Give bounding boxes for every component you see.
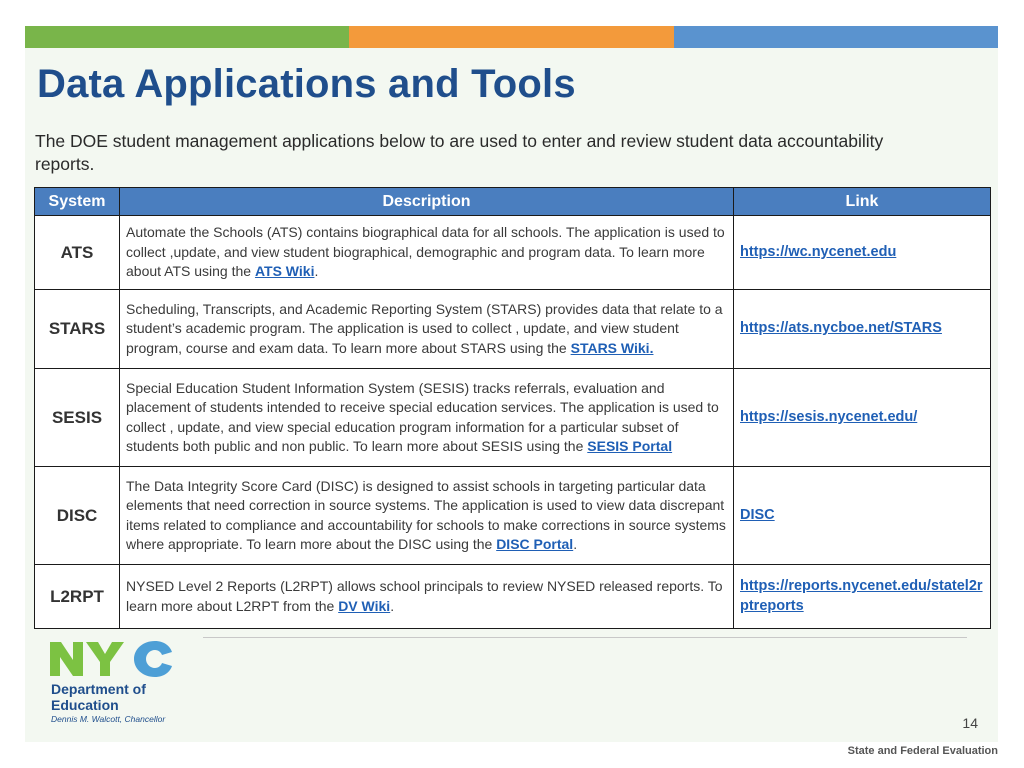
- disc-url-link[interactable]: DISC: [740, 506, 775, 523]
- department-name: [51, 681, 146, 713]
- link-cell: [734, 369, 991, 467]
- description-cell: [120, 290, 734, 369]
- description-suffix: .: [314, 263, 319, 280]
- nyc-doe-logo: [48, 638, 178, 680]
- system-cell: ATS: [35, 216, 120, 290]
- dv-wiki-link[interactable]: DV Wiki: [338, 597, 391, 614]
- green-bar: [25, 26, 349, 48]
- description-text: Automate the Schools (ATS) contains biographical data for all schools. The application is used to collect ,update, and view student biographical, demographic and program data. To learn more about ATS using the: [126, 224, 725, 280]
- table-row: [35, 216, 991, 290]
- system-cell: SESIS: [35, 369, 120, 467]
- ats-wiki-link[interactable]: ATS Wiki: [254, 263, 315, 280]
- system-cell: STARS: [35, 290, 120, 369]
- description-text: Special Education Student Information System (SESIS) tracks referrals, evaluation and placement of students intended to receive special education services. The application is used to collect , update, and view special education program information for a particular subset of students both public and non public. To learn more about SESIS using the: [126, 379, 719, 454]
- table-header-row: [35, 188, 991, 216]
- link-cell: [734, 290, 991, 369]
- table-row: [35, 565, 991, 629]
- table-row: [35, 369, 991, 467]
- dept-line-1: Department of: [51, 681, 146, 697]
- table-row: [35, 290, 991, 369]
- slide: [25, 26, 998, 742]
- description-text: The Data Integrity Score Card (DISC) is designed to assist schools in targeting particular data elements that need correction in source systems. The application is used to view data discrepant items related to compliance and accountability for schools to make corrections in source systems where appropriate. To learn more about the DISC using the: [126, 477, 726, 552]
- system-cell: L2RPT: [35, 565, 120, 629]
- header-link: Link: [734, 188, 991, 216]
- footer-divider: [203, 637, 967, 638]
- stars-wiki-link[interactable]: STARS Wiki.: [570, 339, 654, 356]
- header-system: System: [35, 188, 120, 216]
- description-cell: [120, 369, 734, 467]
- description-text: NYSED Level 2 Reports (L2RPT) allows school principals to review NYSED released reports. To learn more about L2RPT from the: [126, 578, 723, 614]
- description-cell: [120, 216, 734, 290]
- link-cell: [734, 216, 991, 290]
- nyc-logo-n: [50, 642, 83, 676]
- stars-url-link[interactable]: https://ats.nycboe.net/STARS: [740, 320, 942, 337]
- intro-text: The DOE student management applications below to are used to enter and review student data accountability reports.: [35, 131, 884, 174]
- footer-text: State and Federal Evaluation: [847, 745, 998, 757]
- dept-line-2: Education: [51, 697, 119, 713]
- blue-bar: [674, 26, 998, 48]
- description-cell: [120, 467, 734, 565]
- color-bars: [25, 26, 998, 48]
- description-suffix: .: [573, 536, 578, 552]
- link-cell: [734, 565, 991, 629]
- link-cell: [734, 467, 991, 565]
- description-cell: [120, 565, 734, 629]
- system-cell: DISC: [35, 467, 120, 565]
- page-number: 14: [962, 715, 978, 731]
- sesis-portal-link[interactable]: SESIS Portal: [587, 438, 673, 454]
- table-row: [35, 467, 991, 565]
- chancellor-name: Dennis M. Walcott, Chancellor: [51, 714, 166, 724]
- description-suffix: .: [390, 597, 395, 614]
- nyc-logo-c: [134, 641, 172, 677]
- applications-table: [34, 187, 991, 629]
- ats-url-link[interactable]: https://wc.nycenet.edu: [740, 243, 897, 260]
- header-description: Description: [120, 188, 734, 216]
- l2rpt-url-link[interactable]: https://reports.nycenet.edu/statel2rptreports: [740, 578, 983, 614]
- slide-title: Data Applications and Tools: [37, 62, 576, 106]
- orange-bar: [349, 26, 673, 48]
- nyc-logo-y: [86, 642, 124, 676]
- disc-portal-link[interactable]: DISC Portal: [496, 536, 574, 552]
- description-text: Scheduling, Transcripts, and Academic Reporting System (STARS) provides data that relate to a student’s academic program. The application is used to collect , update, and view student program, course and exam data. To learn more about STARS using the: [126, 300, 723, 356]
- sesis-url-link[interactable]: https://sesis.nycenet.edu/: [740, 408, 918, 425]
